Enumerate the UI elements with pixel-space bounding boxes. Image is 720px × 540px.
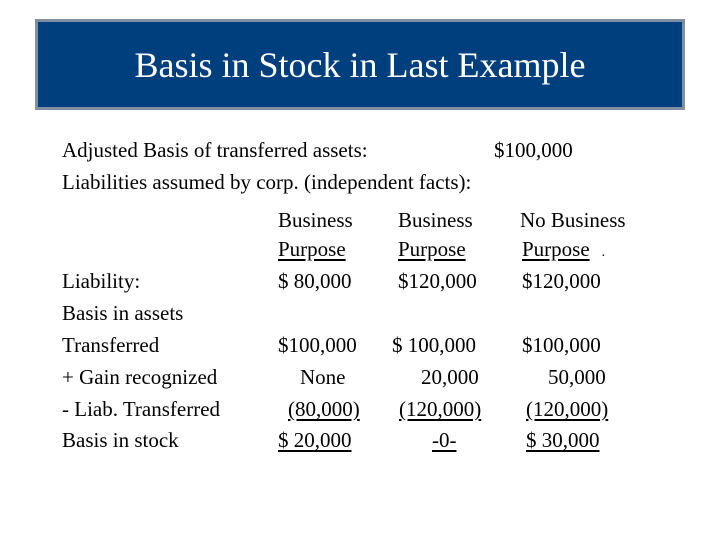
liabilities-assumed-label: Liabilities assumed by corp. (independent facts): [62, 170, 472, 194]
transferred-label: Transferred [62, 333, 160, 357]
adjusted-basis-value: $100,000 [494, 138, 573, 162]
liab-transferred-label: - Liab. Transferred [62, 397, 221, 421]
col1-gain: None [300, 365, 346, 389]
col2-liability: $120,000 [398, 269, 477, 293]
col3-trailing-mark: . [601, 245, 606, 260]
col2-transferred: $ 100,000 [392, 333, 476, 357]
col3-liability: $120,000 [522, 269, 601, 293]
col1-transferred: $100,000 [278, 333, 357, 357]
col1-liability: $ 80,000 [278, 269, 352, 293]
col3-header-line2: Purpose [522, 237, 590, 261]
col2-liab-transferred: (120,000) [399, 397, 482, 421]
slide-title: Basis in Stock in Last Example [134, 44, 586, 85]
basis-assets-label: Basis in assets [62, 301, 184, 325]
col1-basis-stock: $ 20,000 [278, 428, 352, 452]
title-banner [35, 19, 685, 110]
col3-header-line1: No Business [520, 208, 626, 232]
col3-basis-stock: $ 30,000 [526, 428, 600, 452]
col1-header-line1: Business [278, 208, 353, 232]
col3-header-line2-wrap [522, 237, 605, 265]
col2-header-line1: Business [398, 208, 473, 232]
adjusted-basis-label: Adjusted Basis of transferred assets: [62, 138, 368, 162]
col2-gain: 20,000 [421, 365, 479, 389]
col1-header-line2: Purpose [278, 237, 346, 261]
col1-liab-transferred: (80,000) [288, 397, 360, 421]
col3-gain: 50,000 [548, 365, 606, 389]
col3-liab-transferred: (120,000) [526, 397, 609, 421]
col2-header-line2: Purpose [398, 237, 466, 261]
liability-label: Liability: [62, 269, 141, 293]
col2-basis-stock: -0- [432, 428, 457, 452]
gain-recognized-label: + Gain recognized [62, 365, 218, 389]
col3-transferred: $100,000 [522, 333, 601, 357]
basis-in-stock-label: Basis in stock [62, 428, 179, 452]
